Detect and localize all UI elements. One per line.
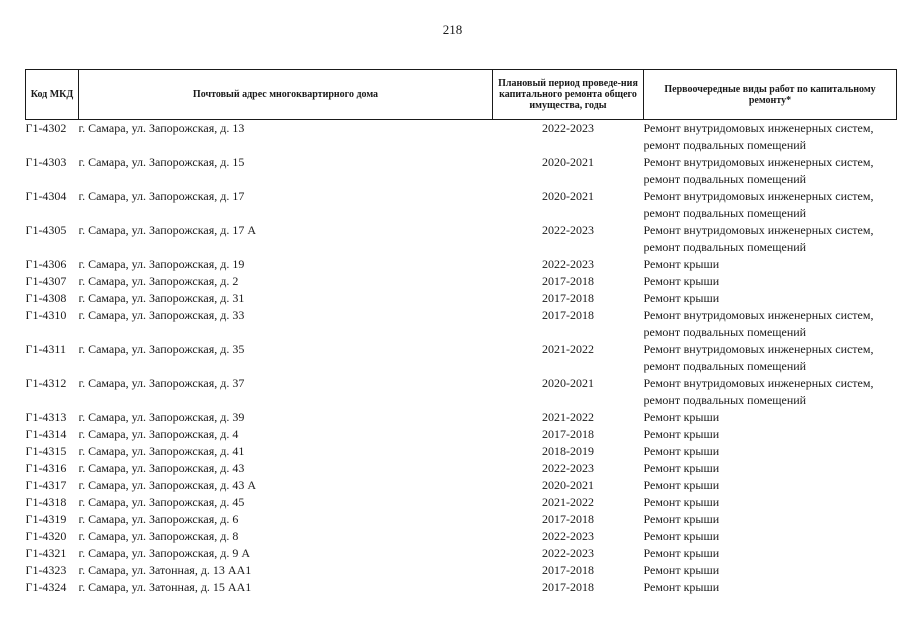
row-works: [644, 477, 897, 494]
row-code: Г1-4314: [25, 427, 67, 441]
row-works-line: Ремонт внутридомовых инженерных систем,: [643, 308, 874, 322]
row-works-line: Ремонт внутридомовых инженерных систем,: [643, 342, 874, 356]
row-address: г. Самара, ул. Запорожская, д. 43 А: [78, 478, 256, 492]
row-period: 2022-2023: [542, 529, 594, 543]
table-row: [26, 222, 897, 256]
row-works-line: ремонт подвальных помещений: [643, 325, 807, 339]
row-works-line: Ремонт крыши: [643, 495, 720, 509]
row-period: 2017-2018: [542, 427, 594, 441]
row-works-line: ремонт подвальных помещений: [643, 172, 807, 186]
row-address: г. Самара, ул. Запорожская, д. 19: [78, 257, 245, 271]
table-row: [26, 120, 897, 155]
row-works: [644, 188, 897, 222]
row-works-line: Ремонт крыши: [643, 461, 720, 475]
row-code: Г1-4304: [25, 189, 67, 203]
row-works: [644, 545, 897, 562]
row-works: [644, 494, 897, 511]
table-row: [26, 511, 897, 528]
row-works: [644, 273, 897, 290]
row-works: [644, 154, 897, 188]
row-address: г. Самара, ул. Запорожская, д. 2: [78, 274, 239, 288]
row-address: г. Самара, ул. Запорожская, д. 39: [78, 410, 245, 424]
row-period: 2020-2021: [542, 155, 594, 169]
row-period: 2017-2018: [542, 308, 594, 322]
row-code: Г1-4302: [25, 121, 67, 135]
table-row: [26, 528, 897, 545]
header-works: Первоочередные виды работ по капитальному ремонту*: [644, 70, 897, 120]
row-period: 2020-2021: [542, 478, 594, 492]
row-works-line: Ремонт крыши: [643, 410, 720, 424]
table-row: [26, 460, 897, 477]
row-period: 2021-2022: [542, 410, 594, 424]
row-code: Г1-4312: [25, 376, 67, 390]
row-code: Г1-4317: [25, 478, 67, 492]
header-address: Почтовый адрес многоквартирного дома: [79, 70, 493, 120]
row-works-line: Ремонт крыши: [643, 529, 720, 543]
row-works: [644, 443, 897, 460]
row-period: 2017-2018: [542, 580, 594, 594]
row-address: г. Самара, ул. Запорожская, д. 33: [78, 308, 245, 322]
table-header: [26, 70, 897, 120]
row-period: 2021-2022: [542, 342, 594, 356]
row-works: [644, 460, 897, 477]
row-works-line: Ремонт крыши: [643, 427, 720, 441]
table-row: [26, 409, 897, 426]
row-code: Г1-4305: [25, 223, 67, 237]
row-works-line: Ремонт внутридомовых инженерных систем,: [643, 121, 874, 135]
row-works-line: ремонт подвальных помещений: [643, 359, 807, 373]
row-address: г. Самара, ул. Запорожская, д. 6: [78, 512, 239, 526]
row-period: 2022-2023: [542, 257, 594, 271]
row-period: 2022-2023: [542, 461, 594, 475]
row-works-line: Ремонт крыши: [643, 478, 720, 492]
row-period: 2020-2021: [542, 376, 594, 390]
row-address: г. Самара, ул. Запорожская, д. 17 А: [78, 223, 256, 237]
table-row: [26, 443, 897, 460]
row-period: 2020-2021: [542, 189, 594, 203]
row-works-line: ремонт подвальных помещений: [643, 206, 807, 220]
row-address: г. Самара, ул. Запорожская, д. 31: [78, 291, 245, 305]
row-code: Г1-4310: [25, 308, 67, 322]
row-works: [644, 375, 897, 409]
row-period: 2022-2023: [542, 223, 594, 237]
table-body: [26, 120, 897, 597]
capital-repair-table: [25, 69, 897, 596]
row-works-line: Ремонт крыши: [643, 563, 720, 577]
table-row: [26, 188, 897, 222]
row-address: г. Самара, ул. Запорожская, д. 43: [78, 461, 245, 475]
row-address: г. Самара, ул. Затонная, д. 15 АА1: [78, 580, 252, 594]
row-period: 2022-2023: [542, 121, 594, 135]
row-works: [644, 341, 897, 375]
row-period: 2021-2022: [542, 495, 594, 509]
row-address: г. Самара, ул. Запорожская, д. 13: [78, 121, 245, 135]
table-row: [26, 154, 897, 188]
row-period: 2018-2019: [542, 444, 594, 458]
row-code: Г1-4306: [25, 257, 67, 271]
row-works-line: Ремонт крыши: [643, 444, 720, 458]
row-code: Г1-4303: [25, 155, 67, 169]
row-code: Г1-4313: [25, 410, 67, 424]
table-row: [26, 494, 897, 511]
row-code: Г1-4318: [25, 495, 67, 509]
header-period: Плановый период проведе-ния капитального ремонта общего имущества, годы: [493, 70, 644, 120]
row-period: 2017-2018: [542, 274, 594, 288]
row-code: Г1-4307: [25, 274, 67, 288]
row-period: 2017-2018: [542, 563, 594, 577]
table-row: [26, 273, 897, 290]
row-code: Г1-4316: [25, 461, 67, 475]
page-number: 218: [442, 22, 463, 37]
row-works-line: Ремонт внутридомовых инженерных систем,: [643, 189, 874, 203]
row-address: г. Самара, ул. Запорожская, д. 9 А: [78, 546, 250, 560]
row-code: Г1-4323: [25, 563, 67, 577]
table-row: [26, 426, 897, 443]
table-row: [26, 256, 897, 273]
row-code: Г1-4319: [25, 512, 67, 526]
row-works: [644, 511, 897, 528]
row-code: Г1-4320: [25, 529, 67, 543]
table-row: [26, 290, 897, 307]
row-works-line: ремонт подвальных помещений: [643, 240, 807, 254]
row-works: [644, 528, 897, 545]
table-row: [26, 579, 897, 596]
row-address: г. Самара, ул. Запорожская, д. 35: [78, 342, 245, 356]
row-code: Г1-4308: [25, 291, 67, 305]
row-address: г. Самара, ул. Запорожская, д. 17: [78, 189, 245, 203]
row-address: г. Самара, ул. Запорожская, д. 37: [78, 376, 245, 390]
row-address: г. Самара, ул. Затонная, д. 13 АА1: [78, 563, 252, 577]
row-works-line: Ремонт крыши: [643, 580, 720, 594]
row-works-line: ремонт подвальных помещений: [643, 393, 807, 407]
row-works-line: Ремонт крыши: [643, 274, 720, 288]
row-code: Г1-4311: [25, 342, 66, 356]
row-code: Г1-4315: [25, 444, 67, 458]
row-works-line: Ремонт крыши: [643, 546, 720, 560]
row-works: [644, 290, 897, 307]
table-row: [26, 562, 897, 579]
row-works-line: ремонт подвальных помещений: [643, 138, 807, 152]
row-period: 2022-2023: [542, 546, 594, 560]
row-address: г. Самара, ул. Запорожская, д. 45: [78, 495, 245, 509]
row-address: г. Самара, ул. Запорожская, д. 8: [78, 529, 239, 543]
row-works: [644, 120, 897, 155]
row-works-line: Ремонт внутридомовых инженерных систем,: [643, 155, 874, 169]
table-row: [26, 341, 897, 375]
row-address: г. Самара, ул. Запорожская, д. 15: [78, 155, 245, 169]
row-works-line: Ремонт крыши: [643, 257, 720, 271]
row-works: [644, 307, 897, 341]
row-works: [644, 222, 897, 256]
header-code: Код МКД: [26, 70, 79, 120]
row-works-line: Ремонт крыши: [643, 512, 720, 526]
table-row: [26, 545, 897, 562]
row-works: [644, 426, 897, 443]
row-period: 2017-2018: [542, 291, 594, 305]
row-works: [644, 409, 897, 426]
row-works-line: Ремонт крыши: [643, 291, 720, 305]
row-period: 2017-2018: [542, 512, 594, 526]
row-works-line: Ремонт внутридомовых инженерных систем,: [643, 376, 874, 390]
row-code: Г1-4324: [25, 580, 67, 594]
table-row: [26, 375, 897, 409]
row-works-line: Ремонт внутридомовых инженерных систем,: [643, 223, 874, 237]
row-works: [644, 256, 897, 273]
table-row: [26, 307, 897, 341]
row-address: г. Самара, ул. Запорожская, д. 41: [78, 444, 245, 458]
row-works: [644, 562, 897, 579]
row-works: [644, 579, 897, 596]
table-row: [26, 477, 897, 494]
row-address: г. Самара, ул. Запорожская, д. 4: [78, 427, 239, 441]
row-code: Г1-4321: [25, 546, 67, 560]
